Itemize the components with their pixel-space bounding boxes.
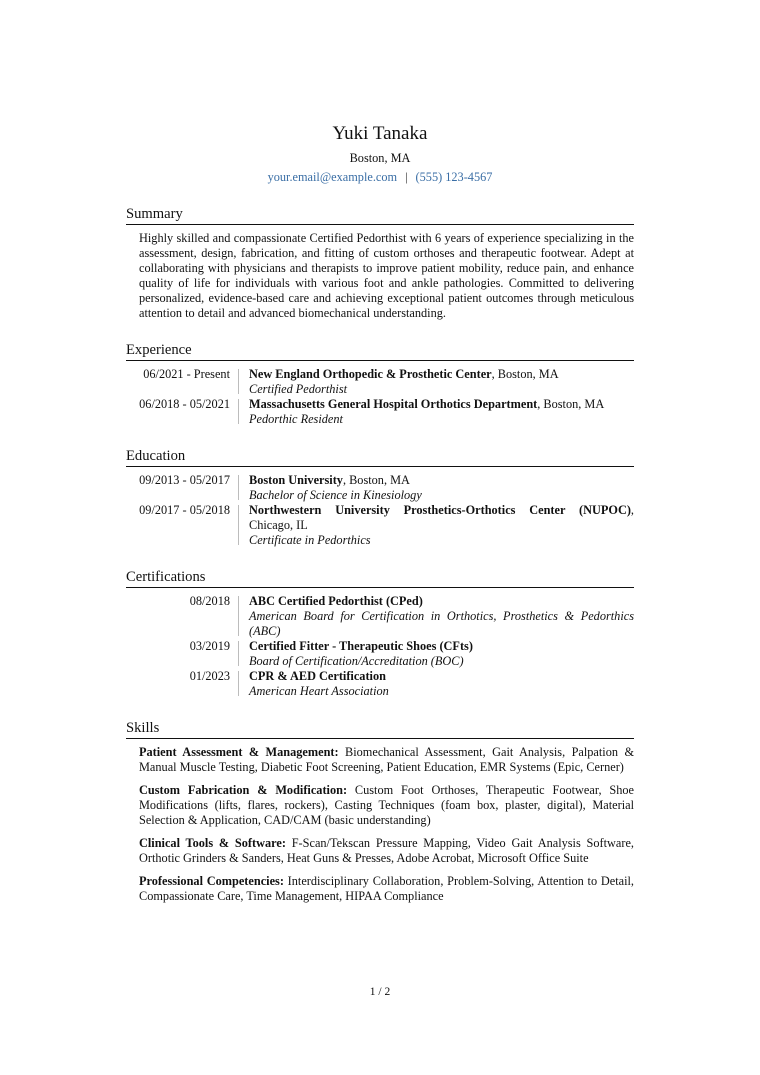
entry-body (239, 669, 634, 699)
entry-location: , Boston, MA (491, 367, 559, 381)
entry-date: 01/2023 (189, 669, 230, 683)
experience-list (126, 367, 634, 427)
skill-group-label: Custom Fabrication & Modification: (139, 783, 348, 797)
candidate-name: Yuki Tanaka (332, 123, 428, 144)
certification-entry (126, 669, 634, 699)
email-link[interactable]: your.email@example.com (267, 170, 398, 184)
entry-role: Pedorthic Resident (249, 412, 343, 426)
entry-date: 03/2019 (189, 639, 230, 653)
certification-entry (126, 639, 634, 669)
summary-section (126, 205, 634, 321)
entry-body (239, 397, 634, 427)
resume-page (126, 122, 634, 912)
certification-entry (126, 594, 634, 639)
certification-issuer: American Heart Association (249, 684, 389, 698)
entry-date: 09/2017 - 05/2018 (139, 503, 230, 517)
certification-name: Certified Fitter - Therapeutic Shoes (CFts) (249, 639, 473, 653)
certification-name: ABC Certified Pedorthist (CPed) (249, 594, 423, 608)
entry-date: 06/2021 - Present (143, 367, 230, 381)
education-entry (126, 473, 634, 503)
entry-role: Certified Pedorthist (249, 382, 348, 396)
contact-line (126, 169, 634, 185)
entry-organization: Northwestern University Prosthetics-Orthotics Center (NUPOC) (249, 503, 631, 517)
skill-group-text: Biomechanical Assessment, Gait Analysis, Palpation & Manual Muscle Testing, Diabetic Foot Screening, Patient Education, EMR Systems (Epic, Cerner) (139, 745, 635, 774)
experience-section (126, 341, 634, 427)
certification-name: CPR & AED Certification (249, 669, 386, 683)
skill-group-label: Clinical Tools & Software: (139, 836, 286, 850)
certifications-section (126, 568, 634, 699)
certification-issuer: American Board for Certification in Orthotics, Prosthetics & Pedorthics (ABC) (249, 609, 634, 638)
skills-heading: Skills (126, 719, 634, 739)
entry-body (239, 503, 634, 548)
skill-group-label: Patient Assessment & Management: (139, 745, 339, 759)
entry-degree: Certificate in Pedorthics (249, 533, 371, 547)
candidate-location: Boston, MA (349, 151, 411, 165)
entry-date: 09/2013 - 05/2017 (139, 473, 230, 487)
skill-group (139, 745, 634, 775)
skill-group (139, 836, 634, 866)
certifications-list (126, 594, 634, 699)
skill-group (139, 874, 634, 904)
entry-organization: Massachusetts General Hospital Orthotics Department (249, 397, 538, 411)
entry-location: , Chicago, IL (249, 503, 634, 532)
summary-heading: Summary (126, 205, 634, 225)
entry-organization: Boston University (249, 473, 343, 487)
skill-group-label: Professional Competencies: (139, 874, 284, 888)
resume-header (126, 122, 634, 185)
entry-body (239, 367, 634, 397)
summary-text: Highly skilled and compassionate Certified Pedorthist with 6 years of experience specializing in the assessment, design, fabrication, and fitting of custom orthoses and therapeutic footwear. Adept at collaborating with physicians and therapists to improve patient mobility, reduce pain, and enhance quality of life for individuals with various foot and ankle pathologies. Committed to delivering personalized, evidence-based care and achieving exceptional patient outcomes through meticulous attention to detail and advanced biomechanical understanding. (139, 231, 634, 320)
page-number: 1 / 2 (369, 986, 391, 998)
contact-separator: | (405, 170, 408, 184)
entry-body (239, 473, 634, 503)
certifications-heading: Certifications (126, 568, 634, 588)
experience-entry (126, 367, 634, 397)
entry-date: 06/2018 - 05/2021 (139, 397, 230, 411)
skill-group (139, 783, 634, 828)
experience-entry (126, 397, 634, 427)
education-list (126, 473, 634, 548)
entry-body (239, 639, 634, 669)
education-section (126, 447, 634, 548)
entry-date: 08/2018 (189, 594, 230, 608)
entry-organization: New England Orthopedic & Prosthetic Center (249, 367, 492, 381)
education-heading: Education (126, 447, 634, 467)
certification-issuer: Board of Certification/Accreditation (BOC) (249, 654, 464, 668)
phone-link[interactable]: (555) 123-4567 (415, 170, 493, 184)
entry-location: , Boston, MA (537, 397, 605, 411)
entry-location: , Boston, MA (342, 473, 410, 487)
skills-section (126, 719, 634, 904)
experience-heading: Experience (126, 341, 634, 361)
education-entry (126, 503, 634, 548)
skills-list (139, 745, 634, 904)
skill-group-text: Interdisciplinary Collaboration, Problem-Solving, Attention to Detail, Compassionate Care, Time Management, HIPAA Compliance (139, 874, 634, 903)
skill-group-text: F-Scan/Tekscan Pressure Mapping, Video Gait Analysis Software, Orthotic Grinders & Sanders, Heat Guns & Presses, Adobe Acrobat, Microsoft Office Suite (139, 836, 635, 865)
entry-degree: Bachelor of Science in Kinesiology (249, 488, 422, 502)
skill-group-text: Custom Foot Orthoses, Therapeutic Footwear, Shoe Modifications (lifts, flares, rockers), Casting Techniques (foam box, plaster, digital), Material Selection & Application, CAD/CAM (basic understanding) (139, 783, 634, 827)
entry-body (239, 594, 634, 639)
